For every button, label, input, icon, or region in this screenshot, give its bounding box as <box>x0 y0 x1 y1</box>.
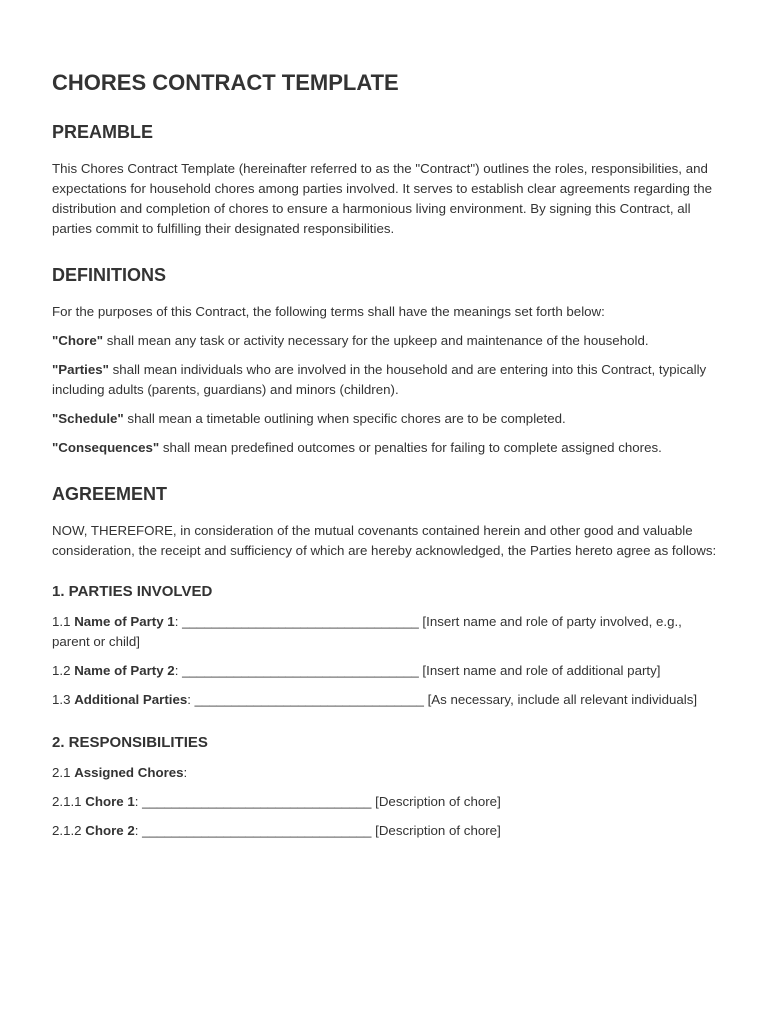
clause-text: : <box>183 765 188 780</box>
assigned-chores-item <box>52 763 718 783</box>
additional-parties-item <box>52 690 718 710</box>
definitions-heading: DEFINITIONS <box>52 265 167 285</box>
document-title: CHORES CONTRACT TEMPLATE <box>52 70 399 95</box>
definition-text: shall mean any task or activity necessary for the upkeep and maintenance of the household. <box>103 333 649 348</box>
agreement-text: NOW, THEREFORE, in consideration of the mutual covenants contained herein and other good and valuable consideration, the receipt and sufficiency of which are hereby acknowledged, the Parties hereto agree as follows: <box>52 523 717 558</box>
definition-text: shall mean individuals who are involved in the household and are entering into this Contract, typically including adults (parents, guardians) and minors (children). <box>52 362 707 397</box>
clause-number: 1.3 <box>52 692 75 707</box>
agreement-section <box>52 484 718 561</box>
party-2-item <box>52 661 718 681</box>
chore-1-item <box>52 792 718 812</box>
chore-2-item <box>52 821 718 841</box>
definition-term: "Chore" <box>52 333 104 348</box>
clause-text: : _______________________________ [As necessary, include all relevant individuals] <box>187 692 698 707</box>
clause-number: 2.1.2 <box>52 823 86 838</box>
clause-text: : _______________________________ [Description of chore] <box>134 794 501 809</box>
clause-label: Chore 2 <box>85 823 135 838</box>
preamble-section <box>52 122 718 239</box>
clause-text: : ________________________________ [Insert name and role of party involved, e.g., parent or child] <box>52 614 682 649</box>
responsibilities-section <box>52 734 718 841</box>
definition-text: shall mean a timetable outlining when specific chores are to be completed. <box>123 411 566 426</box>
definition-term: "Consequences" <box>52 440 160 455</box>
agreement-heading: AGREEMENT <box>52 484 168 504</box>
clause-number: 1.2 <box>52 663 75 678</box>
definition-term: "Parties" <box>52 362 109 377</box>
clause-label: Name of Party 1 <box>74 614 175 629</box>
definition-text: shall mean predefined outcomes or penalties for failing to complete assigned chores. <box>159 440 662 455</box>
clause-number: 2.1.1 <box>52 794 86 809</box>
preamble-text: This Chores Contract Template (hereinafter referred to as the "Contract") outlines the roles, responsibilities, and expectations for household chores among parties involved. It serves to establish clear agreements regarding the distribution and completion of chores to ensure a harmonious living environment. By signing this Contract, all parties commit to fulfilling their designated responsibilities. <box>52 161 713 236</box>
definition-item-chore <box>52 331 718 351</box>
definition-item-consequences <box>52 438 718 458</box>
parties-heading: 1. PARTIES INVOLVED <box>52 583 213 600</box>
clause-label: Assigned Chores <box>74 765 184 780</box>
definitions-section <box>52 265 718 458</box>
preamble-heading: PREAMBLE <box>52 122 154 142</box>
party-1-item <box>52 612 718 652</box>
responsibilities-heading: 2. RESPONSIBILITIES <box>52 734 208 751</box>
clause-number: 2.1 <box>52 765 75 780</box>
clause-label: Chore 1 <box>85 794 135 809</box>
clause-number: 1.1 <box>52 614 75 629</box>
definition-term: "Schedule" <box>52 411 124 426</box>
definition-item-parties <box>52 360 718 400</box>
definition-item-schedule <box>52 409 718 429</box>
clause-label: Name of Party 2 <box>74 663 175 678</box>
parties-section <box>52 583 718 710</box>
definitions-intro: For the purposes of this Contract, the following terms shall have the meanings set forth below: <box>52 304 605 319</box>
clause-label: Additional Parties <box>74 692 188 707</box>
clause-text: : _______________________________ [Description of chore] <box>134 823 501 838</box>
clause-text: : ________________________________ [Insert name and role of additional party] <box>174 663 661 678</box>
